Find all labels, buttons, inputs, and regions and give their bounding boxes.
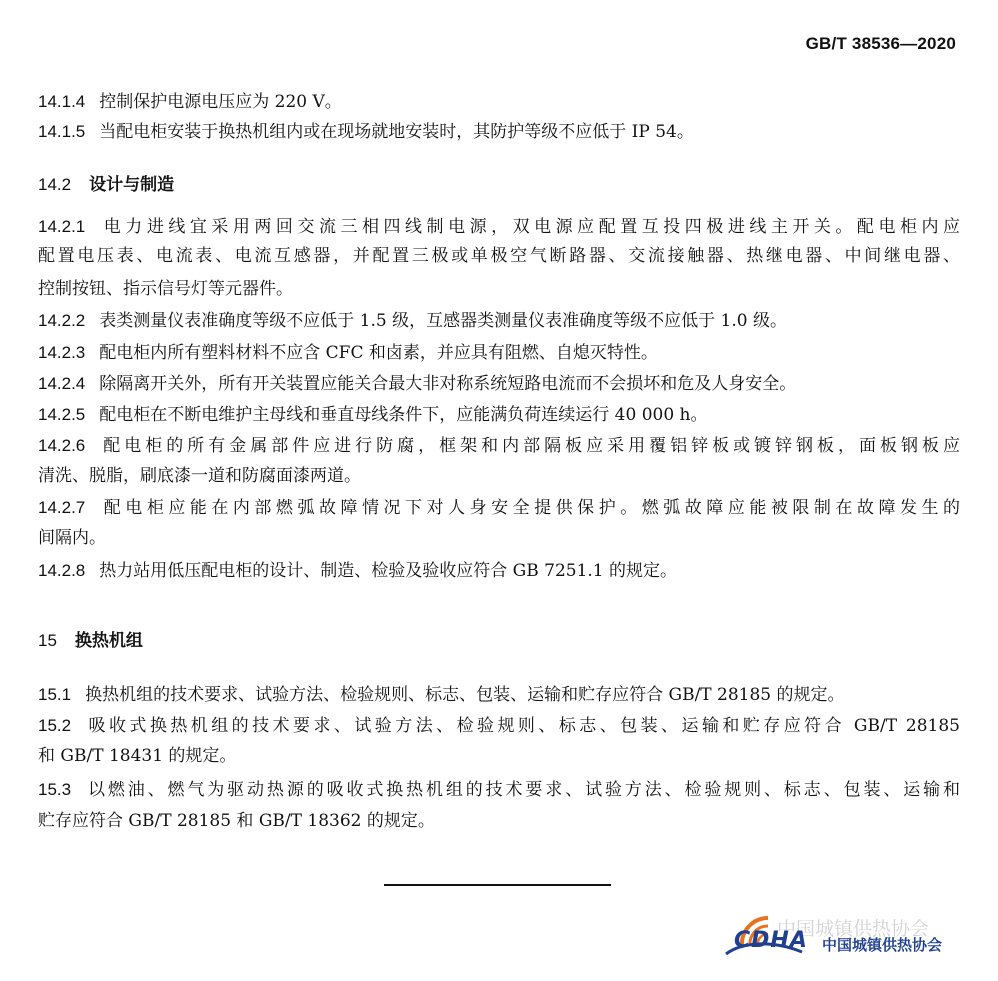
clause-14-2-7-cont bbox=[38, 524, 960, 553]
clause-number: 14.2.3 bbox=[38, 343, 86, 362]
clause-number: 14.2.6 bbox=[38, 436, 86, 455]
clause-text-line: 贮存应符合 GB/T 28185 和 GB/T 18362 的规定。 bbox=[38, 811, 435, 831]
clause-14-2-4 bbox=[38, 369, 960, 399]
watermark-ghost-text: 中国城镇供热协会 bbox=[777, 918, 930, 940]
section-title: 设计与制造 bbox=[89, 175, 175, 195]
clause-text-line: 控制按钮、指示信号灯等元器件。 bbox=[38, 279, 293, 299]
clause-14-1-4 bbox=[38, 87, 960, 117]
clause-number: 14.2.4 bbox=[38, 374, 86, 393]
clause-text-line: 间隔内。 bbox=[38, 528, 106, 548]
standard-code-header: GB/T 38536—2020 bbox=[805, 34, 956, 53]
clause-text-line: 清洗、脱脂，刷底漆一道和防腐面漆两道。 bbox=[38, 466, 361, 486]
clause-15-2-cont bbox=[38, 742, 960, 771]
clause-number: 14.1.4 bbox=[38, 92, 86, 111]
clause-number: 15.1 bbox=[38, 685, 72, 704]
clause-number: 15.3 bbox=[38, 780, 72, 799]
clause-number: 14.1.5 bbox=[38, 122, 86, 141]
section-number: 15 bbox=[38, 631, 57, 650]
clause-14-2-6 bbox=[38, 431, 960, 461]
clause-15-3 bbox=[38, 775, 960, 805]
clause-14-2-1-cont bbox=[38, 242, 960, 271]
clause-text-line: 吸收式换热机组的技术要求、试验方法、检验规则、标志、包装、运输和贮存应符合 GB/T 28185 bbox=[85, 716, 960, 736]
clause-text-line: 和 GB/T 18431 的规定。 bbox=[38, 746, 237, 766]
section-number: 14.2 bbox=[38, 175, 72, 194]
clause-text-line: 以燃油、燃气为驱动热源的吸收式换热机组的技术要求、试验方法、检验规则、标志、包装、运输和 bbox=[85, 780, 960, 800]
clause-15-2 bbox=[38, 711, 960, 741]
clause-14-2-8 bbox=[38, 556, 960, 586]
clause-text: 热力站用低压配电柜的设计、制造、检验及验收应符合 GB 7251.1 的规定。 bbox=[99, 561, 678, 581]
clause-14-2-7 bbox=[38, 493, 960, 523]
clause-number: 14.2.8 bbox=[38, 561, 86, 580]
clause-number: 14.2.1 bbox=[38, 217, 86, 236]
clause-15-1 bbox=[38, 680, 960, 710]
clause-number: 15.2 bbox=[38, 716, 72, 735]
clause-number: 14.2.5 bbox=[38, 405, 86, 424]
clause-text-line: 电力进线宜采用两回交流三相四线制电源，双电源应配置互投四极进线主开关。配电柜内应 bbox=[99, 217, 960, 237]
clause-text: 控制保护电源电压应为 220 V。 bbox=[99, 92, 342, 112]
clause-text-line: 配置电压表、电流表、电流互感器，并配置三极或单极空气断路器、交流接触器、热继电器、中间继电器、 bbox=[38, 246, 960, 266]
clause-text: 换热机组的技术要求、试验方法、检验规则、标志、包装、运输和贮存应符合 GB/T 28185 的规定。 bbox=[85, 685, 845, 705]
cdha-watermark-logo bbox=[722, 906, 982, 966]
watermark-org-name: 中国城镇供热协会 bbox=[822, 936, 943, 954]
clause-14-1-5 bbox=[38, 117, 960, 147]
clause-text-line: 配电柜的所有金属部件应进行防腐，框架和内部隔板应采用覆铝锌板或镀锌钢板，面板钢板应 bbox=[99, 436, 960, 456]
section-heading-15 bbox=[38, 626, 143, 651]
clause-text: 表类测量仪表准确度等级不应低于 1.5 级，互感器类测量仪表准确度等级不应低于 1.0 级。 bbox=[99, 311, 787, 331]
end-rule bbox=[384, 884, 611, 886]
clause-14-2-5 bbox=[38, 400, 960, 430]
clause-number: 14.2.7 bbox=[38, 498, 86, 517]
clause-14-2-1-cont bbox=[38, 275, 960, 304]
clause-text: 除隔离开关外，所有开关装置应能关合最大非对称系统短路电流而不会损坏和危及人身安全。 bbox=[99, 374, 797, 394]
section-title: 换热机组 bbox=[74, 631, 143, 651]
clause-text: 配电柜内所有塑料材料不应含 CFC 和卤素，并应具有阻燃、自熄灭特性。 bbox=[99, 343, 658, 363]
watermark-letters: CDHA bbox=[734, 928, 808, 953]
clause-text: 当配电柜安装于换热机组内或在现场就地安装时，其防护等级不应低于 IP 54。 bbox=[99, 122, 694, 142]
clause-15-3-cont bbox=[38, 807, 960, 836]
section-heading-14-2 bbox=[38, 170, 174, 195]
clause-text-line: 配电柜应能在内部燃弧故障情况下对人身安全提供保护。燃弧故障应能被限制在故障发生的 bbox=[99, 498, 960, 518]
clause-14-2-3 bbox=[38, 338, 960, 368]
clause-14-2-6-cont bbox=[38, 462, 960, 491]
clause-14-2-1 bbox=[38, 212, 960, 242]
clause-text: 配电柜在不断电维护主母线和垂直母线条件下，应能满负荷连续运行 40 000 h。 bbox=[99, 405, 708, 425]
clause-14-2-2 bbox=[38, 306, 960, 336]
clause-number: 14.2.2 bbox=[38, 311, 86, 330]
